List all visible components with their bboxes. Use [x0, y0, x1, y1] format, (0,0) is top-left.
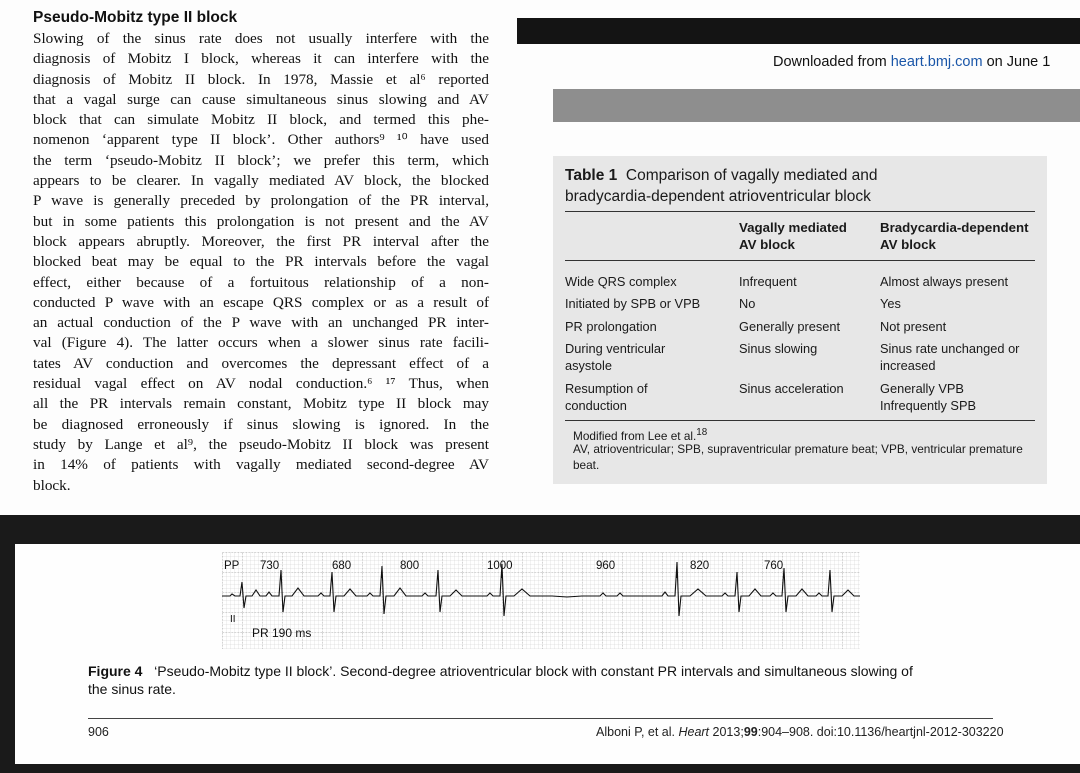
body-paragraph: [33, 29, 489, 496]
body-line: effect, either because of a fortuitous relationship of a non-: [33, 273, 489, 291]
table-cell-brady: Sinus rate unchanged or increased: [880, 341, 1020, 373]
pr-interval-label: PR 190 ms: [252, 626, 312, 640]
table-header-brady: Bradycardia-dependent AV block: [880, 220, 1029, 252]
pp-interval: 820: [690, 560, 710, 572]
table-cell-vagal: Sinus slowing: [739, 341, 818, 356]
body-line: block.: [33, 476, 71, 494]
table-title-line1: Comparison of vagally mediated and: [625, 167, 878, 184]
body-line: all the PR intervals remain constant, Mobitz type II block may: [33, 395, 489, 413]
body-line: diagnosis of Mobitz I block, whereas it can interfere with the: [33, 50, 489, 68]
section-heading: Pseudo-Mobitz type II block: [33, 9, 238, 26]
table-row-label: Initiated by SPB or VPB: [565, 296, 701, 311]
figure-label: Figure 4: [88, 663, 143, 679]
body-line: in 14% of patients with vagally mediated second-degree AV: [33, 456, 489, 474]
body-line: but in some patients this prolongation is not present and the AV: [33, 212, 489, 230]
table-cell-vagal: Sinus acceleration: [739, 381, 844, 396]
figure-caption: [88, 662, 918, 698]
table-cell-vagal: Generally present: [739, 319, 841, 334]
table-cell-brady: Yes: [880, 296, 901, 311]
table-footnote-abbrev: AV, atrioventricular; SPB, supraventricular premature beat; VPB, ventricular premature beat.: [573, 442, 1023, 472]
body-line: that a vagal surge can cause simultaneous sinus slowing and AV: [33, 90, 489, 108]
scan-black-bar: [517, 18, 1080, 44]
table-row-label: Wide QRS complex: [565, 274, 677, 289]
table-label: Table 1: [565, 167, 618, 184]
table-cell-brady: Generally VPB Infrequently SPB: [880, 381, 977, 413]
grey-banner: [553, 89, 1080, 122]
lead-label: II: [230, 614, 236, 625]
table-row-label: PR prolongation: [565, 319, 657, 334]
page-number: 906: [88, 725, 109, 739]
body-line: diagnosis of Mobitz II block. In 1978, Massie et al⁶ reported: [33, 70, 489, 88]
download-notice: Downloaded from heart.bmj.com on June 1: [773, 54, 1051, 70]
table-row-label: During ventricular asystole: [565, 341, 666, 373]
table-cell-brady: Not present: [880, 319, 947, 334]
table-cell-vagal: Infrequent: [739, 274, 797, 289]
body-line: block that can simulate Mobitz II block, and termed this phe-: [33, 111, 489, 129]
figure-caption-text: ‘Pseudo-Mobitz type II block’. Second-degree atrioventricular block with constant PR intervals and simultaneous slowing of the sinus rate.: [88, 663, 913, 697]
pp-label: PP: [224, 560, 240, 572]
pp-interval: 680: [332, 560, 352, 572]
pp-interval: 800: [400, 560, 420, 572]
pp-interval: 960: [596, 560, 616, 572]
ecg-strip: [222, 552, 860, 649]
table-1: [553, 156, 1047, 484]
body-line: conducted P wave with an escape QRS complex or as a result of: [33, 293, 489, 311]
table-header-vagal: Vagally mediated AV block: [739, 220, 847, 252]
pp-interval: 730: [260, 560, 280, 572]
pp-interval: 760: [764, 560, 784, 572]
body-line: Slowing of the sinus rate does not usually interfere with the: [33, 30, 489, 47]
body-line: be diagnosed erroneously if sinus slowing is ignored. In the: [33, 415, 489, 433]
footer-rule: [88, 718, 993, 719]
body-line: the term ‘pseudo-Mobitz II block’; we prefer this term, which: [33, 151, 489, 169]
citation: Alboni P, et al. Heart 2013;99:904–908. doi:10.1136/heartjnl-2012-303220: [596, 725, 1004, 739]
table-caption: [565, 165, 1045, 207]
body-line: appears to be clearer. In vagally mediated AV block, the blocked: [33, 172, 489, 190]
table-cell-brady: Almost always present: [880, 274, 1009, 289]
body-line: block appears abruptly. Moreover, the first PR interval after the: [33, 232, 489, 250]
table-footnote-source: Modified from Lee et al.$^{18}$: [573, 427, 708, 443]
body-line: blocked beat may be equal to the PR intervals before the vagal: [33, 253, 489, 271]
body-line: nomenon ‘apparent type II block’. Other authors⁹ ¹⁰ have used: [33, 131, 489, 149]
body-line: tates AV conduction and overcomes the depressant effect of a: [33, 354, 489, 372]
body-line: P wave is generally preceded by prolongation of the PR interval,: [33, 192, 489, 210]
body-line: an actual conduction of the P wave with an unchanged PR inter-: [33, 314, 489, 332]
body-line: val (Figure 4). The latter occurs when a slower sinus rate facili-: [33, 334, 489, 352]
table-title-line2: bradycardia-dependent atrioventricular block: [565, 188, 871, 205]
download-link[interactable]: heart.bmj.com: [890, 54, 983, 70]
table-header-rule: [565, 260, 1035, 261]
body-line: study by Lange et al⁹, the pseudo-Mobitz II block was present: [33, 435, 489, 453]
table-cell-vagal: No: [739, 296, 756, 311]
table-bottom-rule: [565, 420, 1035, 421]
table-row-label: Resumption of conduction: [565, 381, 648, 413]
pp-interval: 1000: [487, 560, 513, 572]
table-top-rule: [565, 211, 1035, 212]
body-line: residual vagal effect on AV nodal conduction.⁶ ¹⁷ Thus, when: [33, 375, 489, 393]
